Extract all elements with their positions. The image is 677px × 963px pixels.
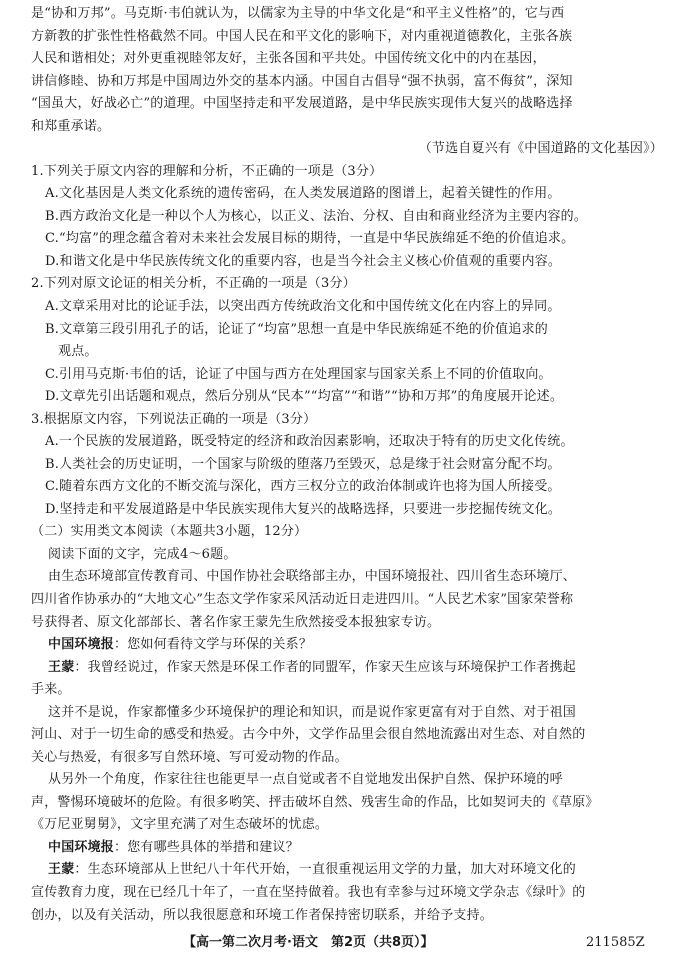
- page-footer: 【高一第二次月考·语文 第2页（共8页）】: [183, 935, 434, 950]
- answer-text: ：我曾经说过，作家天然是环保工作者的同盟军，作家天生应该与环境保护工作者携起: [74, 659, 577, 675]
- question-2-option-b-cont: 观点。: [58, 344, 98, 359]
- question-3-option-d: D.坚持走和平发展道路是中华民族实现伟大复兴的战略选择，只要进一步挖掘传统文化。: [45, 501, 562, 517]
- question-1-option-a: A.文化基因是人类文化系统的遗传密码，在人类发展道路的图谱上，起着关键性的作用。: [45, 186, 561, 202]
- paragraph-line: 河山、对于一切生命的感受和热爱。古今中外，文学作品里会很自然地流露出对生态、对自然的: [31, 727, 586, 743]
- question-2-option-a: A.文章采用对比的论证手法，以突出西方传统政治文化和中国传统文化在内容上的异同。: [45, 299, 561, 314]
- passage-line: 方新教的扩张性性格截然不同。中国人民在和平文化的影响下，对内重视道德教化，主张各族: [31, 28, 573, 44]
- interview-answer-1: [48, 658, 576, 678]
- section-heading: （二）实用类文本阅读（本题共3小题，12分）: [31, 524, 308, 540]
- passage-line: 是“协和万邦”。马克斯·韦伯就认为，以儒家为主导的中华文化是“和平主义性格”的，它与西: [31, 6, 565, 21]
- paragraph-line: 关心与热爱，有很多写自然环境、写可爱动物的作品。: [31, 749, 348, 765]
- question-3-option-a: A.一个民族的发展道路，既受特定的经济和政治因素影响，还取决于特有的历史文化传统。: [45, 434, 574, 450]
- paragraph-line: 声，警惕环境破坏的危险。有很多哟笑、抨击破坏自然、残害生命的作品，比如契诃夫的《草原》: [31, 794, 599, 810]
- answer-line: 宣传教育力度，现在已经几十年了，一直在坚持做着。我也有幸参与过环境文学杂志《绿叶》的: [31, 884, 586, 900]
- answer-text: ：生态环境部从上世纪八十年代开始，一直很重视运用文学的力量，加大对环境文化的: [74, 862, 577, 878]
- question-3-option-b: B.人类社会的历史证明，一个国家与阶级的堕落乃至毁灭，总是缘于社会财富分配不均。: [45, 456, 561, 472]
- question-2-stem: 2.下列对原文论证的相关分析，不正确的一项是（3分）: [31, 276, 356, 292]
- question-2-option-c: C.引用马克斯·韦伯的话，论证了中国与西方在处理国家与国家关系上不同的价值取向。: [45, 366, 552, 382]
- interview-question-2: [48, 838, 299, 858]
- passage-source: （节选自夏兴有《中国道路的文化基因》）: [418, 141, 663, 157]
- intro-line: 号获得者、原文化部部长、著名作家王蒙先生欣然接受本报独家专访。: [31, 614, 441, 630]
- paragraph-line: 从另外一个角度，作家往往也能更早一点自觉或者不自觉地发出保护自然、保护环境的呼: [48, 772, 563, 788]
- answer-line: 手来。: [31, 682, 71, 698]
- interviewer-label: 中国环境报: [48, 637, 115, 652]
- section-instruction: 阅读下面的文字，完成4～6题。: [48, 546, 237, 562]
- passage-line: 和郑重承诺。: [31, 118, 111, 134]
- interviewee-label: 王蒙: [48, 862, 75, 878]
- interview-answer-2: [48, 860, 576, 880]
- answer-line: 创办，以及有关活动，所以我很愿意和环境工作者保持密切联系，并给予支持。: [31, 907, 494, 923]
- question-text: ：您如何看待文学与环保的关系？: [114, 637, 313, 652]
- passage-line: “国虽大，好战必亡”的道理。中国坚持走和平发展道路，是中华民族实现伟大复兴的战略选择: [31, 96, 573, 112]
- intro-line: 由生态环境部宣传教育司、中国作协社会联络部主办，中国环境报社、四川省生态环境厅、: [48, 569, 577, 585]
- question-1-option-b: B.西方政治文化是一种以个人为核心，以正义、法治、分权、自由和商业经济为主要内容的。: [45, 208, 588, 224]
- question-1-option-c: C.“均富”的理念蕴含着对未来社会发展目标的期待，一直是中华民族绵延不绝的价值追求。: [45, 231, 575, 247]
- passage-line: 讲信修睦、协和万邦是中国周边外交的基本内涵。中国自古倡导“强不执弱，富不侮贫”，深知: [31, 73, 573, 89]
- question-1-option-d: D.和谐文化是中华民族传统文化的重要内容，也是当今社会主义核心价值观的重要内容。: [45, 253, 562, 269]
- interviewee-label: 王蒙: [48, 659, 75, 675]
- interview-question-1: [48, 635, 312, 655]
- question-3-option-c: C.随着东西方文化的不断交流与深化，西方三权分立的政治体制或许也将为国人所接受。: [45, 479, 561, 495]
- question-1-stem: 1.下列关于原文内容的理解和分析，不正确的一项是（3分）: [31, 163, 383, 179]
- question-text: ：您有哪些具体的举措和建议？: [114, 839, 299, 855]
- question-2-option-b: B.文章第三段引用孔子的话，论证了“均富”思想一直是中华民族绵延不绝的价值追求的: [45, 321, 548, 337]
- interviewer-label: 中国环境报: [48, 839, 115, 855]
- question-2-option-d: D.文章先引出话题和观点，然后分别从“民本”“均富”“和谐”“协和万邦”的角度展开论述。: [45, 389, 564, 405]
- paragraph-line: 这并不是说，作家都懂多少环境保护的理论和知识，而是说作家更富有对于自然、对于祖国: [48, 704, 577, 720]
- question-3-stem: 3.根据原文内容，下列说法正确的一项是（3分）: [31, 411, 317, 427]
- paragraph-line: 《万尼亚舅舅》，文字里充满了对生态破坏的忧虑。: [31, 817, 329, 833]
- intro-line: 四川省作协承办的“大地文心”生态文学作家采风活动近日走进四川。“人民艺术家”国家荣誉称: [31, 592, 574, 607]
- passage-line: 人民和谐相处；对外更重视睦邻友好，主张各国和平共处。中国传统文化中的内在基因，: [31, 51, 546, 67]
- exam-code: 211585Z: [586, 935, 645, 950]
